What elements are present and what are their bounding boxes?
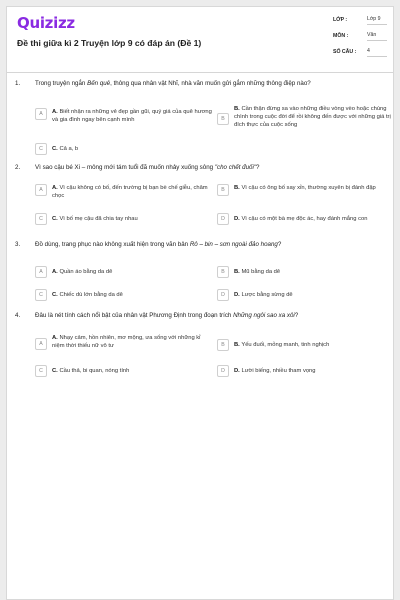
question-number: 3. xyxy=(15,241,21,248)
option-letter-box[interactable]: D xyxy=(217,365,229,377)
option-text xyxy=(52,108,212,124)
option-letter-box[interactable]: A xyxy=(35,338,47,350)
question-count-label: SỐ CÂU : xyxy=(333,49,357,55)
option-letter-box[interactable]: B xyxy=(217,339,229,351)
option-prefix: C. xyxy=(52,216,58,222)
question-text-part: , thông qua nhân vật Nhĩ, nhà văn muốn gửi gắm những thông điệp nào? xyxy=(110,80,311,87)
option-label: Vì bố mẹ cậu đã chia tay nhau xyxy=(59,216,138,222)
option-prefix: B. xyxy=(234,269,240,275)
question-count-value: 4 xyxy=(367,48,387,57)
option-label: Cả a, b xyxy=(59,146,79,152)
question-text-part: ? xyxy=(277,241,282,248)
worksheet-page xyxy=(6,6,394,600)
question-text-part: ? xyxy=(294,312,299,319)
subject-label: MÔN : xyxy=(333,33,349,39)
question-number: 1. xyxy=(15,80,21,87)
subject-value: Văn xyxy=(367,32,387,41)
class-label: LỚP : xyxy=(333,17,348,23)
option-letter-box[interactable]: D xyxy=(217,289,229,301)
question-text xyxy=(35,164,387,172)
option-letter-box[interactable]: C xyxy=(35,365,47,377)
option-letter-box[interactable]: B xyxy=(217,113,229,125)
option-prefix: D. xyxy=(234,292,240,298)
worksheet-title: Đề thi giữa kì 2 Truyện lớp 9 có đáp án (Đề 1) xyxy=(17,38,202,48)
option-text xyxy=(52,145,212,153)
option-letter-box[interactable]: C xyxy=(35,143,47,155)
option-label: Mũ bằng da dê xyxy=(241,269,281,275)
option-letter-box[interactable]: D xyxy=(217,213,229,225)
option-prefix: A. xyxy=(52,335,58,341)
question-text-italic: Những ngôi sao xa xôi xyxy=(233,312,295,319)
option-label: Cầu thả, bi quan, nóng tính xyxy=(59,368,130,374)
question-text-part: Vì sao cậu bé Xi – mông mới tám tuổi đã muốn nhảy xuống sông xyxy=(35,164,215,171)
option-letter-box[interactable]: A xyxy=(35,108,47,120)
option-prefix: C. xyxy=(52,292,58,298)
option-label: Quần áo bằng da dê xyxy=(59,269,113,275)
option-prefix: B. xyxy=(234,185,240,191)
option-prefix: A. xyxy=(52,185,58,191)
option-text xyxy=(234,367,394,375)
option-text xyxy=(52,268,212,276)
question-text-part: Đồ dùng, trang phục nào không xuất hiện trong văn bản xyxy=(35,241,190,248)
option-text xyxy=(52,215,212,223)
option-prefix: D. xyxy=(234,368,240,374)
question-text-part: ? xyxy=(256,164,260,171)
question-text-italic: "cho chết đuối" xyxy=(214,164,257,171)
option-prefix: A. xyxy=(52,269,58,275)
option-prefix: B. xyxy=(234,106,240,112)
option-prefix: D. xyxy=(234,216,240,222)
option-prefix: B. xyxy=(234,342,240,348)
question-text-part: Đâu là nét tính cách nổi bật của nhân vật Phương Định trong đoạn trích xyxy=(35,312,234,319)
class-value: Lớp 9 xyxy=(367,16,387,25)
option-text xyxy=(52,367,212,375)
question-text xyxy=(35,241,387,249)
option-letter-box[interactable]: A xyxy=(35,266,47,278)
question-text xyxy=(35,312,387,320)
option-label: Yếu đuối, mỏng manh, tinh nghịch xyxy=(241,342,330,348)
option-label: Lược bằng sừng dê xyxy=(241,292,293,298)
option-letter-box[interactable]: C xyxy=(35,289,47,301)
option-text xyxy=(234,184,394,192)
option-letter-box[interactable]: B xyxy=(217,266,229,278)
option-letter-box[interactable]: C xyxy=(35,213,47,225)
option-prefix: C. xyxy=(52,146,58,152)
option-prefix: A. xyxy=(52,109,58,115)
question-text xyxy=(35,80,387,88)
option-prefix: C. xyxy=(52,368,58,374)
option-label: Vì cậu có một bà mẹ độc ác, hay đánh mắng con xyxy=(241,216,368,222)
option-text xyxy=(52,184,212,200)
option-label: Cần thận đừng sa vào những điều vòng vèo hoặc chùng chình trong cuộc đời để rồi không đến được với những giá trị đích thực của cuộc sống xyxy=(234,106,391,128)
option-letter-box[interactable]: A xyxy=(35,184,47,196)
question-text-italic: Bến quê xyxy=(87,80,111,87)
option-text xyxy=(234,268,394,276)
option-label: Vì cậu có ông bố say xỉn, thường xuyên bị đánh đập xyxy=(241,185,376,191)
option-label: Lười biếng, nhiều tham vọng xyxy=(241,368,316,374)
option-text xyxy=(234,341,394,349)
option-label: Chiếc dù lớn bằng da dê xyxy=(59,292,123,298)
question-text-part: Trong truyện ngắn xyxy=(35,80,88,87)
option-label: Vì cậu không có bố, đến trường bị bạn bè chế giễu, châm chọc xyxy=(52,185,208,199)
header-divider xyxy=(7,72,393,73)
option-text xyxy=(234,291,394,299)
option-label: Biết nhận ra những vẻ đẹp gần gũi, quý giá của quê hương và gia đình ngay bên cạnh mình xyxy=(52,109,212,123)
question-number: 2. xyxy=(15,164,21,171)
option-text xyxy=(52,334,212,350)
question-text-italic: Rô – bin – sơn ngoài đảo hoang xyxy=(189,241,278,248)
option-text xyxy=(234,105,394,129)
option-label: Nhạy cảm, hồn nhiên, mơ mộng, ưa sống với những kỉ niệm thời thiếu nữ vô tư xyxy=(52,335,201,349)
option-text xyxy=(52,291,212,299)
option-letter-box[interactable]: B xyxy=(217,184,229,196)
question-number: 4. xyxy=(15,312,21,319)
quizizz-logo: Quizizz xyxy=(17,14,75,32)
option-text xyxy=(234,215,394,223)
